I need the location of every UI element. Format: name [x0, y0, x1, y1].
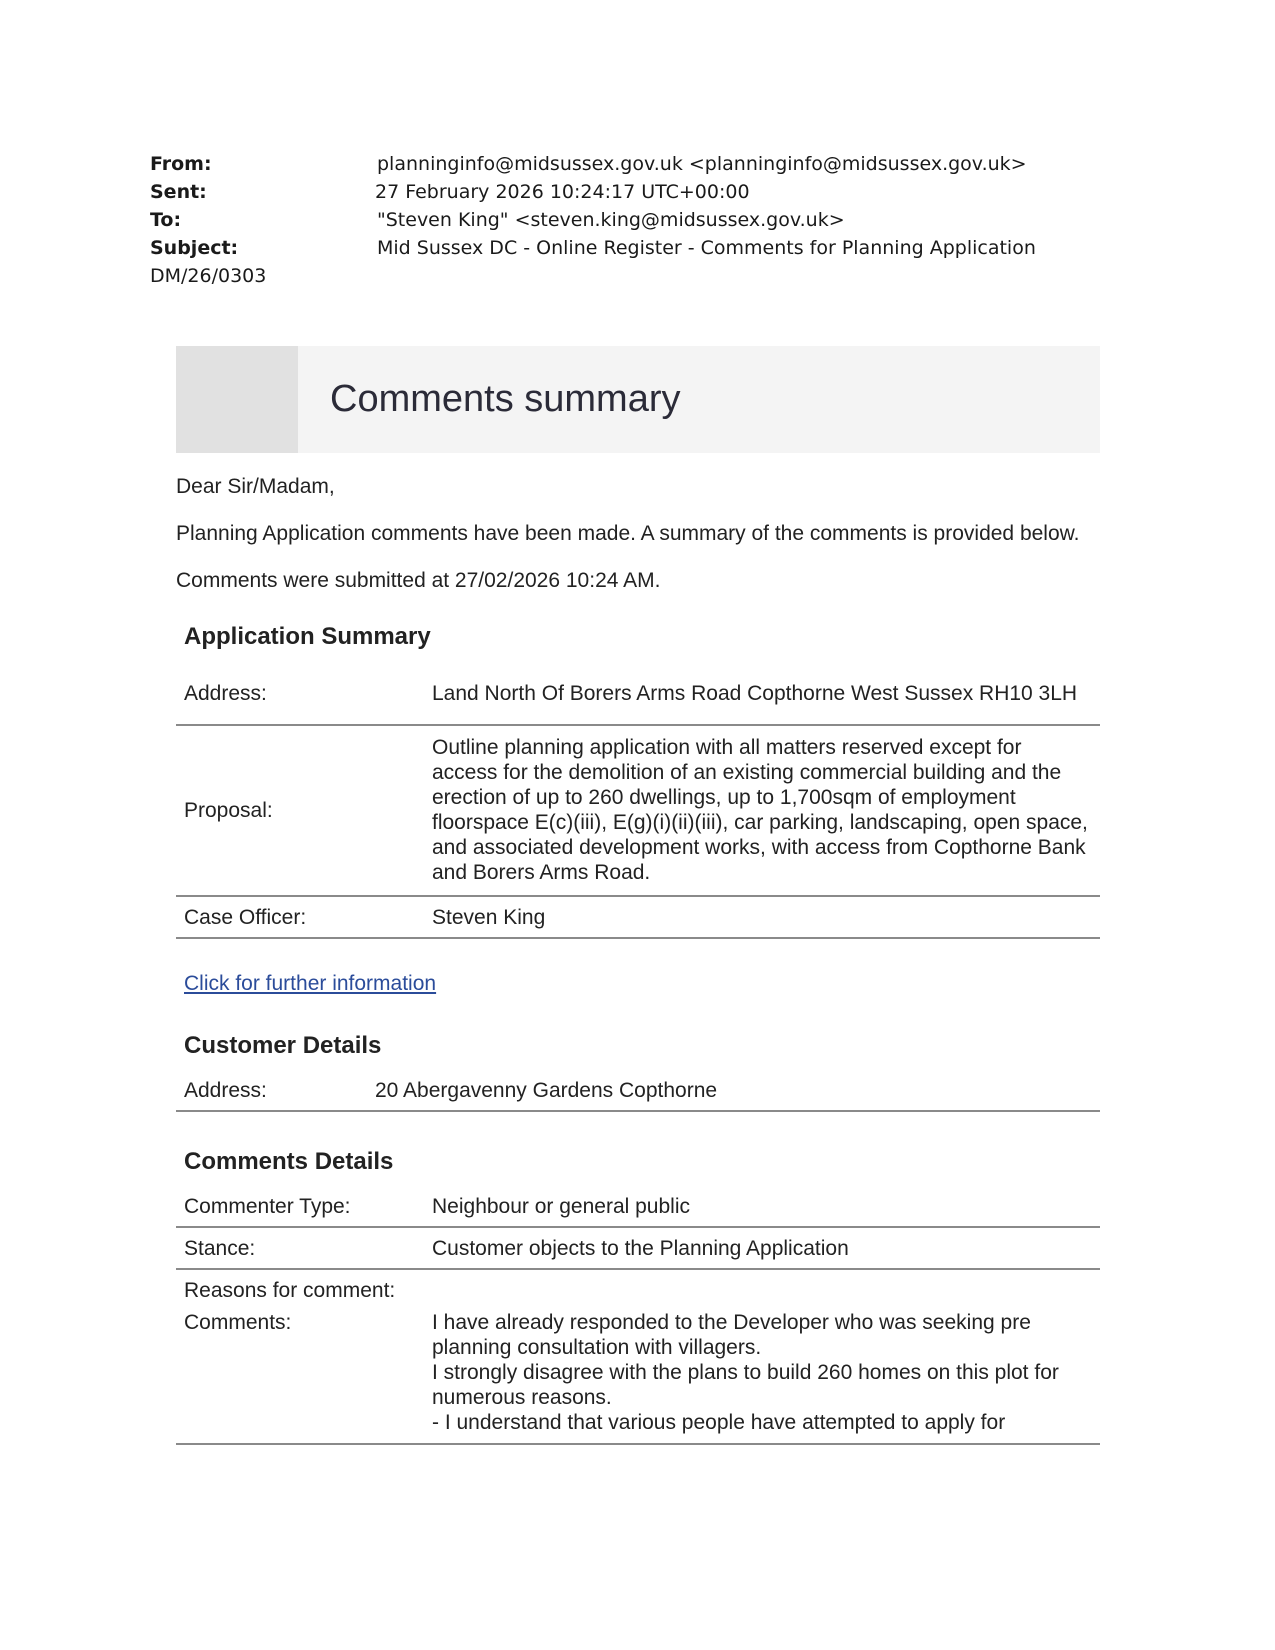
comments-line-3: - I understand that various people have attempted to apply for	[432, 1411, 1006, 1434]
proposal-label: Proposal:	[184, 798, 273, 822]
application-address-row	[176, 663, 1100, 726]
subject-row	[150, 234, 1150, 262]
sent-row	[150, 178, 1150, 206]
further-info-container	[176, 971, 1100, 996]
to-value: "Steven King" <steven.king@midsussex.gov.uk>	[377, 209, 845, 231]
comments-details-table	[176, 1186, 1100, 1445]
customer-address-label: Address:	[184, 1078, 267, 1102]
comments-line-1: I have already responded to the Developer who was seeking pre planning consultation with villagers.	[432, 1311, 1031, 1359]
email-body	[176, 346, 1100, 1445]
banner-side-block	[176, 346, 298, 453]
subject-continued: DM/26/0303	[150, 265, 267, 287]
stance-label: Stance:	[184, 1236, 256, 1260]
commenter-type-row	[176, 1186, 1100, 1228]
comments-label: Comments:	[184, 1311, 292, 1334]
comments-line-2: I strongly disagree with the plans to build 260 homes on this plot for numerous reasons.	[432, 1361, 1059, 1409]
submitted-time-text: Comments were submitted at 27/02/2026 10:24 AM.	[176, 569, 661, 592]
application-address-value: Land North Of Borers Arms Road Copthorne West Sussex RH10 3LH	[432, 682, 1078, 705]
comments-row	[176, 1310, 1100, 1445]
proposal-row	[176, 726, 1100, 897]
subject-label: Subject:	[150, 237, 239, 259]
from-row	[150, 150, 1150, 178]
from-value: planninginfo@midsussex.gov.uk <planninginfo@midsussex.gov.uk>	[377, 153, 1027, 175]
stance-value: Customer objects to the Planning Application	[432, 1236, 849, 1260]
proposal-value: Outline planning application with all matters reserved except for access for the demolition of an existing commercial building and the erection of up to 260 dwellings, up to 1,700sqm of employment floorspace E(c)(iii), E(g)(i)(ii)(iii), car parking, landscaping, open space, and associated development works, with access from Copthorne Bank and Borers Arms Road.	[432, 736, 1088, 884]
application-address-label: Address:	[184, 682, 267, 705]
customer-address-value: 20 Abergavenny Gardens Copthorne	[375, 1078, 718, 1102]
greeting: Dear Sir/Madam,	[176, 475, 335, 498]
case-officer-row	[176, 897, 1100, 939]
application-summary-heading: Application Summary	[184, 623, 431, 650]
reasons-label: Reasons for comment:	[184, 1278, 396, 1302]
case-officer-value: Steven King	[432, 905, 546, 929]
application-summary-table	[176, 663, 1100, 939]
customer-details-heading: Customer Details	[184, 1032, 382, 1059]
further-info-link[interactable]: Click for further information	[184, 972, 437, 995]
reasons-row	[176, 1270, 1100, 1310]
sent-value: 27 February 2026 10:24:17 UTC+00:00	[375, 181, 750, 203]
customer-address-row	[176, 1070, 1100, 1112]
case-officer-label: Case Officer:	[184, 905, 307, 929]
commenter-type-label: Commenter Type:	[184, 1194, 351, 1218]
to-label: To:	[150, 209, 182, 231]
stance-row	[176, 1228, 1100, 1270]
sent-label: Sent:	[150, 181, 207, 203]
comments-value	[432, 1310, 1100, 1435]
intro-text: Planning Application comments have been made. A summary of the comments is provided below.	[176, 522, 1080, 545]
customer-details-table	[176, 1070, 1100, 1112]
from-label: From:	[150, 153, 212, 175]
email-header	[150, 150, 1150, 290]
summary-banner	[176, 346, 1100, 453]
to-row	[150, 206, 1150, 234]
subject-value: Mid Sussex DC - Online Register - Comments for Planning Application	[377, 237, 1036, 259]
commenter-type-value: Neighbour or general public	[432, 1194, 690, 1218]
comments-details-heading: Comments Details	[184, 1148, 394, 1175]
banner-title: Comments summary	[330, 378, 681, 420]
